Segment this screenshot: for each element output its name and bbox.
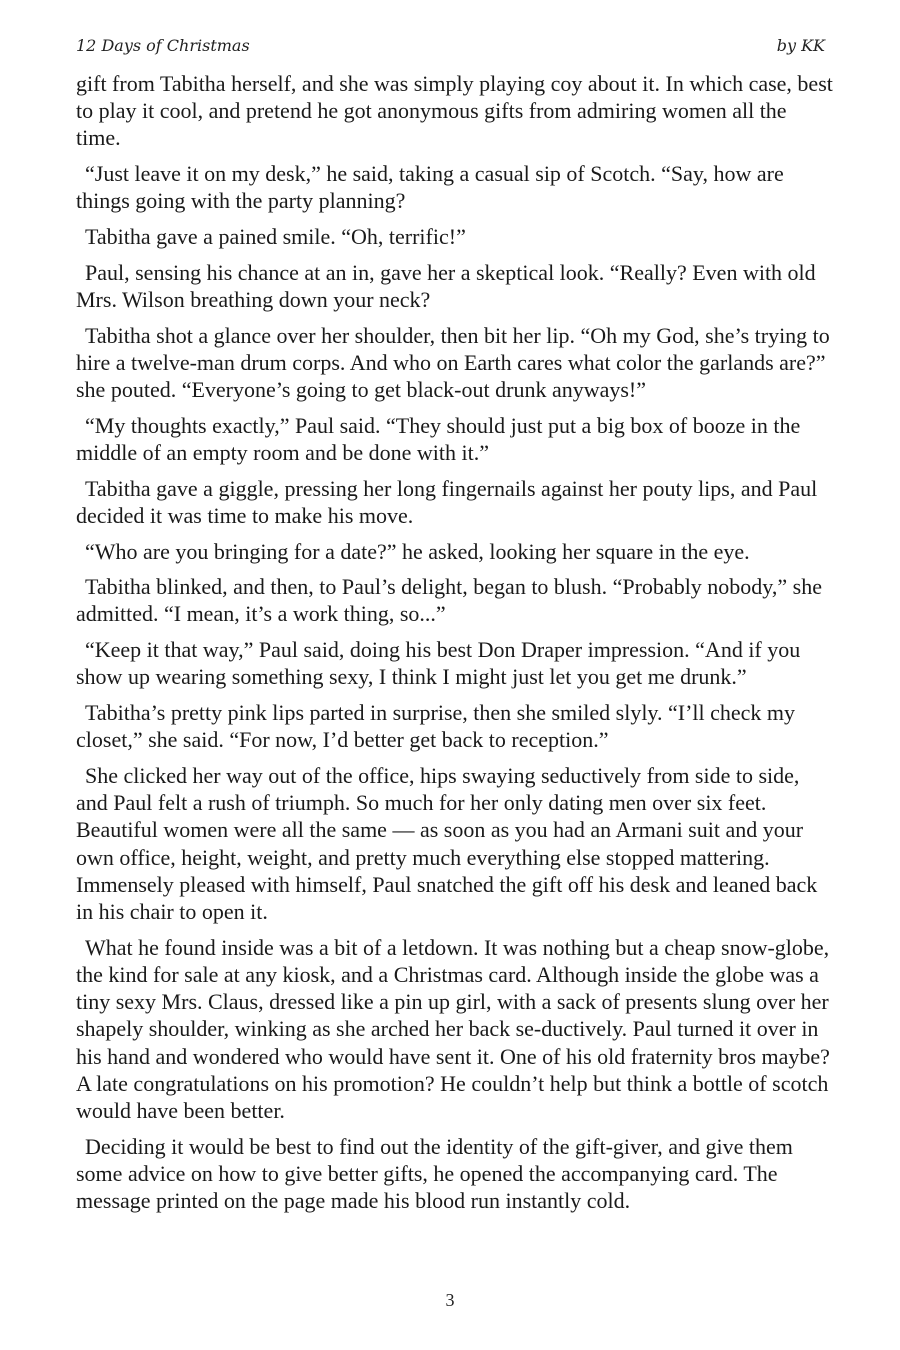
paragraph: gift from Tabitha herself, and she was simply playing coy about it. In which case, best to play it cool, and pretend he got anonymous gifts from admiring women all the time. bbox=[76, 71, 833, 151]
paragraph: Tabitha shot a glance over her shoulder, then bit her lip. “Oh my God, she’s trying to hire a twelve-man drum corps. And who on Earth cares what color the garlands are?” she pouted. “Everyone’s going to get black-out drunk anyways!” bbox=[76, 322, 830, 403]
body-text bbox=[76, 70, 836, 1223]
paragraph: Tabitha blinked, and then, to Paul’s delight, began to blush. “Probably nobody,” she admitted. “I mean, it’s a work thing, so...” bbox=[76, 574, 822, 627]
paragraph: Tabitha gave a giggle, pressing her long fingernails against her pouty lips, and Paul decided it was time to make his move. bbox=[76, 475, 818, 528]
paragraph: What he found inside was a bit of a letdown. It was nothing but a cheap snow-globe, the kind for sale at any kiosk, and a Christmas card. Although inside the globe was a tiny sexy Mrs. Claus, dressed like a pin up girl, with a sack of presents slung over her shapely shoulder, winking as she arched her back se-ductively. Paul turned it over in his hand and wondered who would have sent it. One of his old fraternity bros maybe? A late congratulations on his promotion? He couldn’t help but think a bottle of scotch would have been better. bbox=[76, 934, 830, 1123]
page-number: 3 bbox=[445, 1290, 455, 1310]
paragraph: “My thoughts exactly,” Paul said. “They should just put a big box of booze in the middle of an empty room and be done with it.” bbox=[76, 412, 801, 465]
author-name: by KK bbox=[776, 36, 825, 55]
paragraph: “Just leave it on my desk,” he said, taking a casual sip of Scotch. “Say, how are things going with the party planning? bbox=[76, 161, 784, 214]
paragraph: Tabitha gave a pained smile. “Oh, terrific!” bbox=[85, 224, 466, 250]
book-title: 12 Days of Christmas bbox=[76, 36, 250, 55]
paragraph: Paul, sensing his chance at an in, gave her a skeptical look. “Really? Even with old Mrs. Wilson breathing down your neck? bbox=[76, 259, 816, 312]
paragraph: “Who are you bringing for a date?” he asked, looking her square in the eye. bbox=[85, 538, 750, 564]
paragraph: She clicked her way out of the office, hips swaying seductively from side to side, and Paul felt a rush of triumph. So much for her only dating men over six feet. Beautiful women were all the same — as soon as you had an Armani suit and your own office, height, weight, and pretty much everything else stopped mattering. Immensely pleased with himself, Paul snatched the gift off his desk and leaned back in his chair to open it. bbox=[76, 762, 818, 924]
paragraph: “Keep it that way,” Paul said, doing his best Don Draper impression. “And if you show up wearing something sexy, I think I might just let you get me drunk.” bbox=[76, 637, 801, 690]
paragraph: Tabitha’s pretty pink lips parted in surprise, then she smiled slyly. “I’ll check my closet,” she said. “For now, I’d better get back to reception.” bbox=[76, 700, 796, 753]
running-header bbox=[76, 36, 825, 58]
paragraph: Deciding it would be best to find out the identity of the gift-giver, and give them some advice on how to give better gifts, he opened the accompanying card. The message printed on the page made his blood run instantly cold. bbox=[76, 1133, 793, 1214]
